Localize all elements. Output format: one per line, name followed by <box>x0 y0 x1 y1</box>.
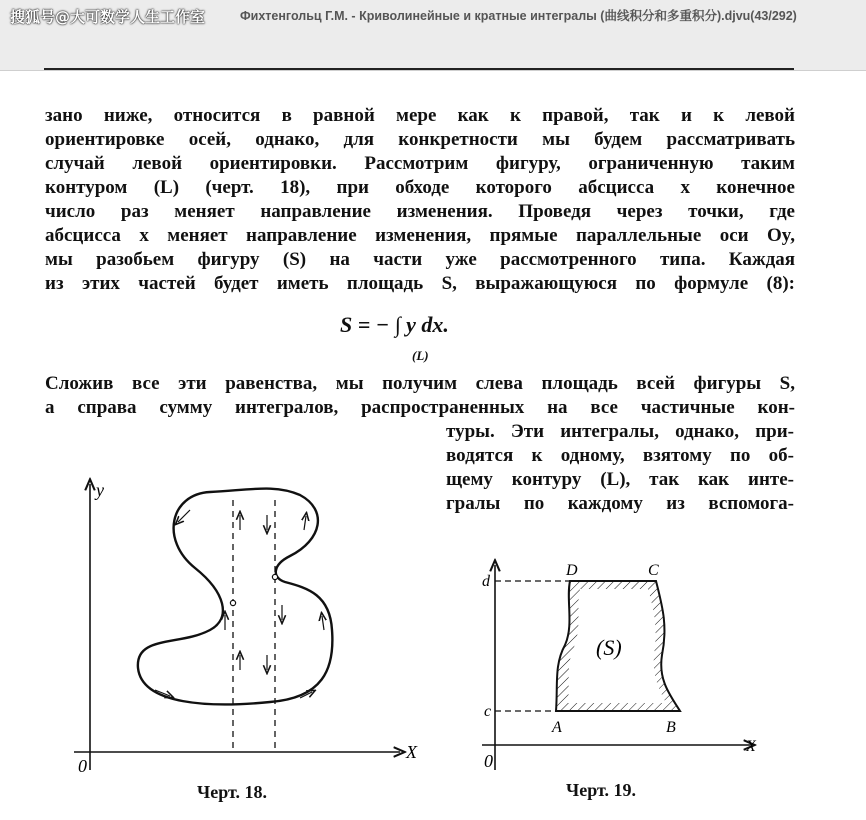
label-D: D <box>566 562 578 579</box>
origin-label: 0 <box>484 751 493 771</box>
origin-label: 0 <box>78 756 87 776</box>
text-line: водятся к одному, взятому по об- <box>446 445 794 466</box>
text-line: зано ниже, относится в равной мере как к правой, так и к левой <box>45 105 795 126</box>
text-line: ориентировке осей, однако, для конкретности мы будем рассматривать <box>45 129 795 150</box>
text-line: из этих частей будет иметь площадь S, выражающуюся по формуле (8): <box>45 273 795 294</box>
formula-subscript: (L) <box>412 348 429 363</box>
text-line: мы разобьем фигуру (S) на части уже рассмотренного типа. Каждая <box>45 249 795 270</box>
text-line: случай левой ориентировки. Рассмотрим фигуру, ограниченную таким <box>45 153 795 174</box>
label-A: A <box>552 719 562 736</box>
area-formula: S = − ∫ y dx. <box>340 312 449 337</box>
paragraph-3 <box>446 420 794 516</box>
text-line: контуром (L) (черт. 18), при обходе которого абсцисса x конечное <box>45 177 795 198</box>
figure-18-caption: Черт. 18. <box>197 782 267 802</box>
figure-18 <box>60 470 430 790</box>
axis-label-x: X <box>406 742 417 762</box>
text-line: туры. Эти интегралы, однако, при- <box>446 421 794 442</box>
text-line: гралы по каждому из вспомога- <box>446 493 794 514</box>
paragraph-2 <box>45 372 795 420</box>
figure-19 <box>470 555 770 780</box>
label-C: C <box>648 562 659 579</box>
paragraph-1 <box>45 104 795 296</box>
turn-point <box>230 600 235 605</box>
axis-label-y: y <box>96 480 104 500</box>
viewer-titlebar <box>0 0 866 71</box>
region-label: (S) <box>596 635 622 660</box>
label-c: c <box>484 703 492 720</box>
text-line: Сложив все эти равенства, мы получим слева площадь всей фигуры S, <box>45 373 795 394</box>
label-d: d <box>482 573 490 590</box>
label-B: B <box>666 719 676 736</box>
axis-label-x: X <box>746 738 756 755</box>
document-title: Фихтенгольц Г.М. - Криволинейные и кратные интегралы (曲线积分和多重积分).djvu(43/292) <box>240 9 797 23</box>
contour-L <box>138 489 333 705</box>
text-line: абсцисса x меняет направление изменения, прямые параллельные оси Oy, <box>45 225 795 246</box>
turn-point <box>272 574 277 579</box>
watermark-text: 搜狐号@大可数学人生工作室 <box>10 8 206 26</box>
text-line: число раз меняет направление изменения. Проведя через точки, где <box>45 201 795 222</box>
text-line: а справа сумму интегралов, распространенных на все частичные кон- <box>45 397 795 418</box>
figure-19-caption: Черт. 19. <box>566 780 636 800</box>
text-line: щему контуру (L), так как инте- <box>446 469 794 490</box>
page-header-rule <box>44 68 794 70</box>
